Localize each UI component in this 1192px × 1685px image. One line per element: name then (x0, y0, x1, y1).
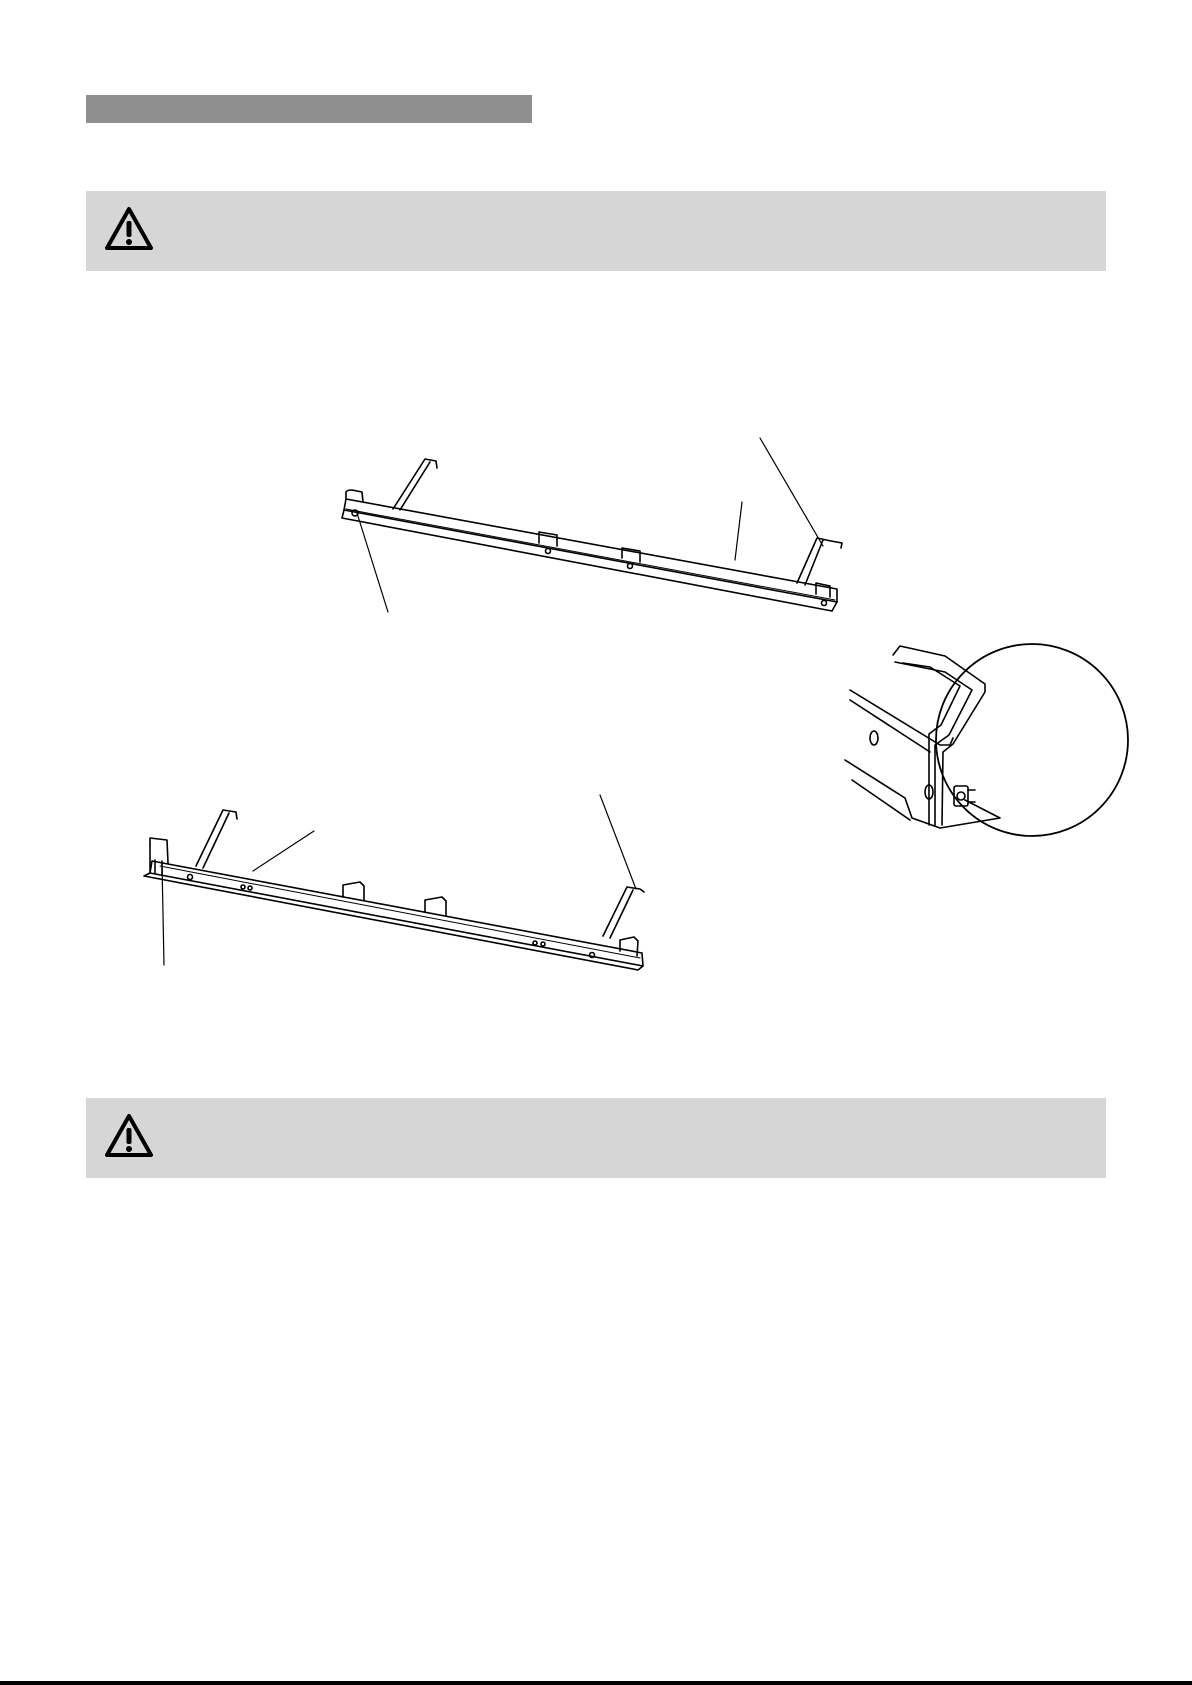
lower-rail-assembly (144, 795, 644, 970)
warning-panel-bottom (86, 1098, 1106, 1178)
page-bottom-rule (0, 1681, 1192, 1685)
detail-view-circle (845, 644, 1128, 836)
upper-rail-assembly (342, 438, 842, 612)
warning-triangle-icon (104, 1113, 154, 1159)
